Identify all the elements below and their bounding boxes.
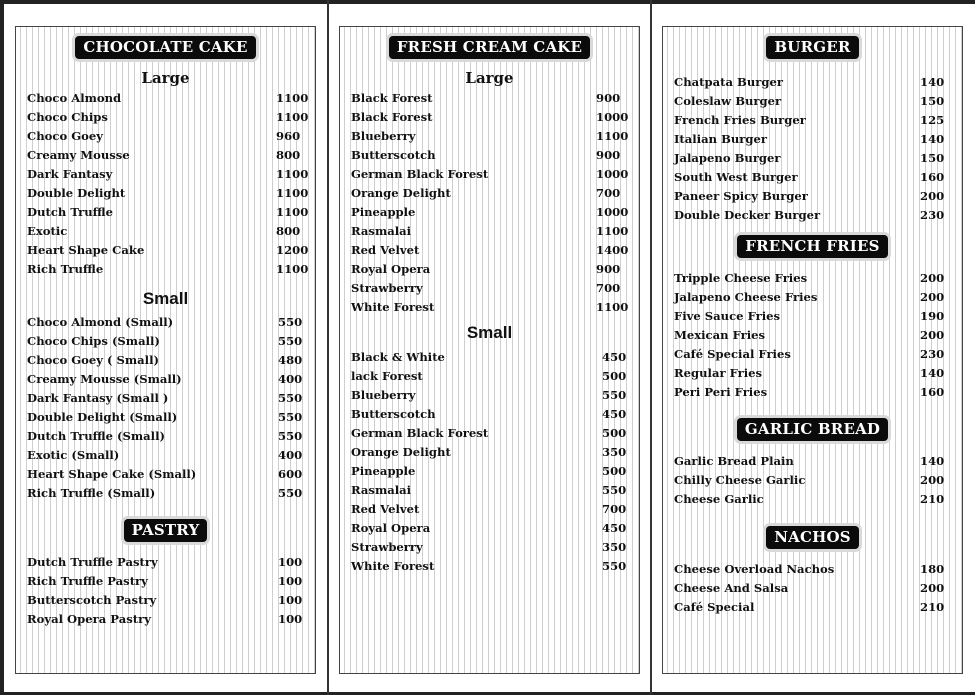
menu-item	[16, 260, 315, 279]
menu-item-name: Jalapeno Cheese Fries	[674, 290, 818, 304]
size-subtitle-large: Large	[465, 69, 514, 87]
menu-list-burger	[663, 73, 962, 225]
menu-item-name: Paneer Spicy Burger	[674, 189, 808, 203]
section-header	[663, 418, 962, 441]
menu-item-price: 140	[920, 454, 945, 468]
menu-item	[340, 108, 639, 127]
menu-item	[340, 348, 639, 367]
menu-item-name: Royal Opera	[351, 521, 431, 535]
menu-item-price: 1000	[596, 205, 629, 219]
menu-item-name: Black Forest	[351, 110, 433, 124]
menu-item-name: White Forest	[351, 559, 435, 573]
menu-panel-cakes	[15, 26, 316, 674]
menu-item	[663, 130, 962, 149]
menu-item-name: Choco Almond (Small)	[27, 315, 174, 329]
menu-item-name: Pineapple	[351, 205, 416, 219]
menu-item-price: 100	[278, 612, 303, 626]
menu-item-price: 450	[602, 407, 627, 421]
menu-item	[663, 579, 962, 598]
menu-item	[663, 383, 962, 402]
menu-item-name: Dutch Truffle	[27, 205, 114, 219]
menu-item-name: South West Burger	[674, 170, 798, 184]
menu-item-price: 140	[920, 132, 945, 146]
menu-item	[16, 89, 315, 108]
menu-item-price: 800	[276, 224, 301, 238]
menu-item-name: Rasmalai	[351, 224, 412, 238]
menu-item-name: Dark Fantasy	[27, 167, 113, 181]
menu-item-name: Café Special	[674, 600, 755, 614]
section-title-fresh-cream-cake: FRESH CREAM CAKE	[389, 36, 590, 59]
menu-item-name: Jalapeno Burger	[674, 151, 781, 165]
menu-item	[663, 345, 962, 364]
menu-item-name: Choco Goey	[27, 129, 103, 143]
menu-item-name: Rich Truffle (Small)	[27, 486, 156, 500]
menu-item-price: 1100	[276, 110, 309, 124]
menu-item-price: 700	[602, 502, 627, 516]
menu-item	[340, 443, 639, 462]
menu-item-name: Butterscotch Pastry	[27, 593, 157, 607]
menu-list-chocolate-small	[16, 313, 315, 503]
size-subtitle-large: Large	[141, 69, 190, 87]
menu-list-fresh-cream-small	[340, 348, 639, 576]
menu-item-name: Strawberry	[351, 540, 423, 554]
menu-item-price: 200	[920, 271, 945, 285]
menu-item	[16, 241, 315, 260]
menu-item	[663, 187, 962, 206]
menu-item	[16, 165, 315, 184]
menu-item	[16, 446, 315, 465]
menu-item	[663, 326, 962, 345]
menu-item-name: Five Sauce Fries	[674, 309, 781, 323]
menu-item-name: Creamy Mousse	[27, 148, 130, 162]
menu-item-price: 1100	[276, 167, 309, 181]
menu-item-name: Heart Shape Cake (Small)	[27, 467, 197, 481]
menu-item	[663, 269, 962, 288]
menu-item	[340, 405, 639, 424]
menu-item-name: Blueberry	[351, 388, 416, 402]
menu-item-price: 900	[596, 262, 621, 276]
menu-item	[16, 389, 315, 408]
menu-item-name: Italian Burger	[674, 132, 768, 146]
menu-item	[340, 184, 639, 203]
menu-item-price: 100	[278, 593, 303, 607]
section-header	[663, 526, 962, 549]
menu-item-price: 1000	[596, 110, 629, 124]
menu-item	[16, 222, 315, 241]
menu-item-name: Red Velvet	[351, 243, 420, 257]
menu-item-price: 350	[602, 540, 627, 554]
menu-item-name: Orange Delight	[351, 445, 451, 459]
menu-list-fresh-cream-large	[340, 89, 639, 317]
menu-item	[663, 471, 962, 490]
section-header	[663, 36, 962, 59]
menu-item-name: Exotic	[27, 224, 68, 238]
menu-item-price: 210	[920, 600, 945, 614]
menu-item-price: 200	[920, 581, 945, 595]
menu-item-price: 500	[602, 369, 627, 383]
menu-item-name: Peri Peri Fries	[674, 385, 768, 399]
menu-item	[663, 92, 962, 111]
menu-item-price: 150	[920, 151, 945, 165]
menu-item-price: 1100	[276, 91, 309, 105]
menu-item-price: 1100	[276, 205, 309, 219]
menu-item-price: 350	[602, 445, 627, 459]
section-header	[340, 36, 639, 59]
menu-item-name: White Forest	[351, 300, 435, 314]
menu-item-price: 450	[602, 521, 627, 535]
menu-item	[16, 108, 315, 127]
menu-item-price: 230	[920, 347, 945, 361]
menu-item-price: 1100	[596, 224, 629, 238]
menu-item-price: 1100	[276, 186, 309, 200]
menu-item	[340, 538, 639, 557]
menu-item-price: 600	[278, 467, 303, 481]
menu-item	[663, 111, 962, 130]
menu-item-price: 900	[596, 148, 621, 162]
menu-item	[340, 519, 639, 538]
menu-item-name: French Fries Burger	[674, 113, 806, 127]
menu-item-price: 700	[596, 281, 621, 295]
menu-item	[663, 598, 962, 617]
menu-item-name: Coleslaw Burger	[674, 94, 782, 108]
menu-item-name: Royal Opera	[351, 262, 431, 276]
menu-item-price: 140	[920, 75, 945, 89]
menu-item-price: 500	[602, 464, 627, 478]
menu-item-price: 200	[920, 328, 945, 342]
menu-item-price: 900	[596, 91, 621, 105]
menu-item-price: 480	[278, 353, 303, 367]
menu-item-price: 200	[920, 189, 945, 203]
menu-item-price: 550	[278, 486, 303, 500]
menu-list-garlic-bread	[663, 452, 962, 509]
menu-item	[663, 307, 962, 326]
menu-item-name: Dutch Truffle Pastry	[27, 555, 158, 569]
menu-item-name: Rasmalai	[351, 483, 412, 497]
menu-item-name: German Black Forest	[351, 167, 489, 181]
menu-item-name: Orange Delight	[351, 186, 451, 200]
menu-item-price: 200	[920, 290, 945, 304]
menu-item-name: Café Special Fries	[674, 347, 791, 361]
menu-item	[16, 465, 315, 484]
menu-item-price: 960	[276, 129, 301, 143]
menu-item-price: 450	[602, 350, 627, 364]
menu-item	[340, 462, 639, 481]
menu-item	[340, 165, 639, 184]
menu-item	[16, 572, 315, 591]
menu-item-name: Blueberry	[351, 129, 416, 143]
menu-item-price: 180	[920, 562, 945, 576]
menu-item-price: 160	[920, 170, 945, 184]
menu-item-price: 1100	[596, 300, 629, 314]
section-header	[16, 36, 315, 59]
menu-item-price: 550	[602, 483, 627, 497]
menu-item	[340, 386, 639, 405]
section-title-nachos: NACHOS	[766, 526, 859, 549]
menu-item	[16, 184, 315, 203]
menu-item	[340, 557, 639, 576]
menu-item	[16, 370, 315, 389]
section-title-french-fries: FRENCH FRIES	[737, 235, 887, 258]
menu-panel-fresh-cream	[339, 26, 640, 674]
menu-item-price: 1000	[596, 167, 629, 181]
menu-item-name: Strawberry	[351, 281, 423, 295]
menu-item	[16, 313, 315, 332]
menu-item	[340, 500, 639, 519]
menu-item-price: 150	[920, 94, 945, 108]
menu-item-price: 210	[920, 492, 945, 506]
menu-item-name: Red Velvet	[351, 502, 420, 516]
menu-item-name: Dutch Truffle (Small)	[27, 429, 165, 443]
menu-item	[340, 481, 639, 500]
menu-item-price: 100	[278, 555, 303, 569]
menu-item	[663, 490, 962, 509]
size-subtitle-small: Small	[142, 289, 189, 308]
menu-item-name: Chatpata Burger	[674, 75, 783, 89]
menu-item-price: 500	[602, 426, 627, 440]
menu-item-name: Black Forest	[351, 91, 433, 105]
menu-item	[340, 298, 639, 317]
menu-item-name: Rich Truffle	[27, 262, 104, 276]
menu-item-name: Butterscotch	[351, 407, 436, 421]
menu-panel-snacks	[662, 26, 963, 674]
menu-list-french-fries	[663, 269, 962, 402]
menu-item	[663, 560, 962, 579]
menu-item-price: 190	[920, 309, 945, 323]
menu-item-price: 400	[278, 372, 303, 386]
menu-item-name: Royal Opera Pastry	[27, 612, 151, 626]
menu-item	[16, 127, 315, 146]
menu-item	[663, 206, 962, 225]
menu-item-name: Creamy Mousse (Small)	[27, 372, 182, 386]
menu-item-name: Choco Chips	[27, 110, 108, 124]
menu-item-name: Mexican Fries	[674, 328, 766, 342]
menu-item-name: Choco Chips (Small)	[27, 334, 160, 348]
section-title-garlic-bread: GARLIC BREAD	[737, 418, 888, 441]
menu-item-name: Regular Fries	[674, 366, 763, 380]
menu-item-name: Choco Goey ( Small)	[27, 353, 159, 367]
menu-item-name: Butterscotch	[351, 148, 436, 162]
menu-item-price: 1400	[596, 243, 629, 257]
section-title-pastry: PASTRY	[124, 519, 208, 542]
menu-item-price: 550	[602, 559, 627, 573]
menu-item	[16, 408, 315, 427]
menu-item	[340, 146, 639, 165]
menu-item-name: Rich Truffle Pastry	[27, 574, 148, 588]
menu-item	[340, 279, 639, 298]
menu-item	[340, 260, 639, 279]
menu-item	[340, 127, 639, 146]
section-header	[663, 235, 962, 258]
menu-item-price: 550	[278, 410, 303, 424]
menu-item-name: Heart Shape Cake	[27, 243, 145, 257]
menu-item	[663, 364, 962, 383]
menu-item	[340, 89, 639, 108]
menu-item	[340, 222, 639, 241]
column-divider	[650, 0, 652, 695]
section-title-burger: BURGER	[766, 36, 858, 59]
menu-item-name: Black & White	[351, 350, 445, 364]
menu-item-name: Cheese Overload Nachos	[674, 562, 835, 576]
menu-item	[16, 351, 315, 370]
menu-item-price: 125	[920, 113, 945, 127]
menu-item-name: Pineapple	[351, 464, 416, 478]
menu-item	[16, 484, 315, 503]
menu-list-pastry	[16, 553, 315, 629]
menu-item-name: Cheese Garlic	[674, 492, 764, 506]
menu-item-price: 550	[278, 334, 303, 348]
section-title-chocolate-cake: CHOCOLATE CAKE	[75, 36, 255, 59]
menu-item	[16, 553, 315, 572]
menu-item	[340, 241, 639, 260]
menu-item-price: 1100	[596, 129, 629, 143]
column-divider	[327, 0, 329, 695]
section-header	[16, 519, 315, 542]
menu-item	[16, 146, 315, 165]
menu-item	[340, 367, 639, 386]
menu-item-price: 400	[278, 448, 303, 462]
menu-item-name: Exotic (Small)	[27, 448, 120, 462]
menu-item-price: 100	[278, 574, 303, 588]
menu-item-price: 1100	[276, 262, 309, 276]
menu-item-price: 140	[920, 366, 945, 380]
menu-item	[16, 591, 315, 610]
menu-item-name: Cheese And Salsa	[674, 581, 789, 595]
menu-item	[16, 610, 315, 629]
menu-item-name: Double Delight (Small)	[27, 410, 178, 424]
menu-item-name: Double Delight	[27, 186, 126, 200]
menu-list-chocolate-large	[16, 89, 315, 279]
menu-item-price: 700	[596, 186, 621, 200]
menu-list-nachos	[663, 560, 962, 617]
menu-item-price: 550	[602, 388, 627, 402]
menu-item-price: 200	[920, 473, 945, 487]
menu-item	[663, 452, 962, 471]
menu-item-price: 550	[278, 429, 303, 443]
menu-item-name: lack Forest	[351, 369, 423, 383]
menu-item-price: 550	[278, 315, 303, 329]
menu-item-price: 230	[920, 208, 945, 222]
menu-item	[16, 203, 315, 222]
menu-item	[663, 149, 962, 168]
menu-item	[340, 424, 639, 443]
menu-item	[16, 427, 315, 446]
menu-item	[663, 168, 962, 187]
menu-item-name: German Black Forest	[351, 426, 489, 440]
menu-item-price: 160	[920, 385, 945, 399]
menu-item-name: Tripple Cheese Fries	[674, 271, 808, 285]
menu-item-name: Chilly Cheese Garlic	[674, 473, 806, 487]
menu-item-name: Dark Fantasy (Small )	[27, 391, 169, 405]
size-subtitle-small: Small	[466, 323, 513, 342]
menu-item-price: 800	[276, 148, 301, 162]
menu-item-name: Choco Almond	[27, 91, 122, 105]
menu-item-name: Garlic Bread Plain	[674, 454, 794, 468]
menu-item	[663, 73, 962, 92]
menu-item	[16, 332, 315, 351]
menu-item-name: Double Decker Burger	[674, 208, 821, 222]
menu-item-price: 1200	[276, 243, 309, 257]
menu-item	[663, 288, 962, 307]
menu-item	[340, 203, 639, 222]
menu-item-price: 550	[278, 391, 303, 405]
